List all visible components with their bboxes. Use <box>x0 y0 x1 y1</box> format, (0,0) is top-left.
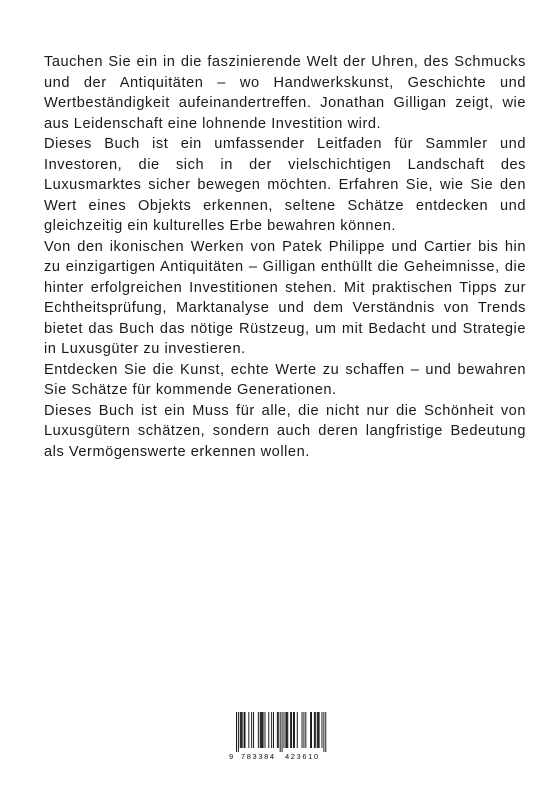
barcode-bar <box>287 712 288 748</box>
barcode-bar <box>241 712 242 748</box>
barcode-bar <box>286 712 287 748</box>
barcode-bar <box>284 712 285 748</box>
blurb-paragraph-4: Entdecken Sie die Kunst, echte Werte zu schaffen – und bewahren Sie Schätze für kommende Generationen. <box>44 361 526 398</box>
barcode-bar <box>261 712 262 748</box>
barcode-bar <box>242 712 243 748</box>
barcode-bar <box>268 712 269 748</box>
barcode-bar <box>291 712 292 748</box>
barcode-bar <box>240 712 241 748</box>
barcode-bar <box>323 712 324 752</box>
blurb-paragraph-5: Dieses Buch ist ein Muss für alle, die nicht nur die Schönheit von Luxusgütern schätzen, sondern auch deren langfristige Bedeutung als Vermögenswerte erkennen wollen. <box>44 402 526 460</box>
barcode-bar <box>322 712 323 748</box>
blurb-paragraph-3: Von den ikonischen Werken von Patek Philippe und Cartier bis hin zu einzigartigen Antiquitäten – Gilligan enthüllt die Geheimnisse, die hinter erfolgreichen Investitionen stehen. Mit praktischen Tipps zur Echtheitsprüfung, Marktanalyse und dem Verständnis von Trends bietet das Buch das nötige Rüstzeug, um mit Bedacht und Strategie in Luxusgüter zu investieren. <box>44 238 526 357</box>
barcode-bar <box>285 712 286 748</box>
barcode-bar <box>305 712 306 748</box>
barcode-bar <box>293 712 294 748</box>
barcode-bar <box>273 712 274 748</box>
barcode-bar <box>314 712 315 748</box>
barcode-bar <box>317 712 318 748</box>
barcode-bar <box>271 712 272 748</box>
barcode-bar <box>278 712 279 748</box>
barcode-bar <box>236 712 237 752</box>
barcode-bar <box>319 712 320 748</box>
barcode-bar <box>263 712 264 748</box>
barcode-digits <box>227 751 331 763</box>
barcode-bar <box>280 712 281 752</box>
barcode-bar <box>290 712 291 748</box>
barcode-bar <box>238 712 239 752</box>
barcode-bar <box>282 712 283 752</box>
barcode-bar <box>262 712 263 748</box>
barcode-bar <box>245 712 246 748</box>
barcode-bar <box>277 712 278 748</box>
barcode-bar <box>244 712 245 748</box>
barcode-left-digits: 783384 <box>241 752 276 761</box>
barcode-bar <box>303 712 304 748</box>
barcode-bar <box>258 712 259 748</box>
isbn-barcode <box>227 710 331 764</box>
barcode-bar <box>318 712 319 748</box>
barcode-bar <box>294 712 295 748</box>
barcode-bar <box>265 712 266 748</box>
blurb-paragraph-1: Tauchen Sie ein in die faszinierende Welt der Uhren, des Schmucks und der Antiquitäten – wo Handwerkskunst, Geschichte und Wertbeständigkeit aufeinandertreffen. Jonathan Gilligan zeigt, wie aus Leidenschaft eine lohnende Investition wird. <box>44 54 526 132</box>
barcode-bar <box>325 712 326 752</box>
barcode-bar <box>310 712 311 748</box>
barcode-bar <box>253 712 254 748</box>
barcode-bar <box>302 712 303 748</box>
barcode-bar <box>297 712 298 748</box>
barcode-bar <box>251 712 252 748</box>
back-cover-text <box>44 52 526 462</box>
barcode-bars <box>227 710 331 754</box>
blurb-paragraph-2: Dieses Buch ist ein umfassender Leitfaden für Sammler und Investoren, die sich in der vielschichtigen Landschaft des Luxusmarktes sicher bewegen möchten. Erfahren Sie, wie Sie den Wert eines Objekts erkennen, seltene Schätze entdecken und gleichzeitig ein kulturelles Erbe bewahren können. <box>44 136 526 234</box>
barcode-first-digit: 9 <box>229 752 234 761</box>
barcode-bar <box>248 712 249 748</box>
barcode-bar <box>260 712 261 748</box>
barcode-bar <box>311 712 312 748</box>
barcode-right-digits: 423610 <box>285 752 320 761</box>
barcode-bar <box>315 712 316 748</box>
